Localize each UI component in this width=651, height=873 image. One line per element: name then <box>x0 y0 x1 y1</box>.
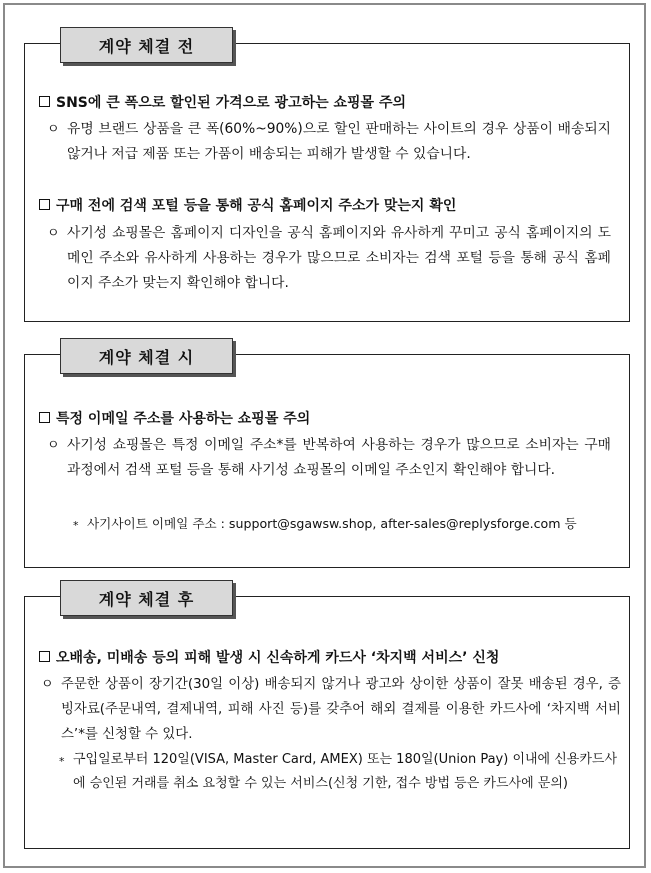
section-title-tab <box>60 580 233 616</box>
note-text: 구입일로부터 120일(VISA, Master Card, AMEX) 또는 180일(Union Pay) 이내에 신용카드사에 승인된 거래를 취소 요청할 수 있는 서비스(신청 기한, 접수 방법 등은 카드사에 문의) <box>73 752 618 791</box>
heading-text: SNS에 큰 폭으로 할인된 가격으로 광고하는 쇼핑몰 주의 <box>56 95 407 111</box>
section-title: 계약 체결 시 <box>98 347 195 367</box>
asterisk-icon: * <box>59 755 65 768</box>
section-after-contract <box>24 589 630 849</box>
heading-official-homepage <box>39 195 619 215</box>
item-text: 유명 브랜드 상품을 큰 폭(60%~90%)으로 할인 판매하는 사이트의 경우 상품이 배송되지 않거나 저급 제품 또는 가품이 배송되는 피해가 발생할 수 있습니다. <box>67 121 611 162</box>
item-brand-discount <box>47 117 611 167</box>
section-title: 계약 체결 전 <box>98 36 195 56</box>
asterisk-icon: * <box>73 519 79 532</box>
item-text: 주문한 상품이 장기간(30일 이상) 배송되지 않거나 광고와 상이한 상품이 잘못 배송된 경우, 증빙자료(주문내역, 결제내역, 피해 사진 등)를 갖추어 해외 결제를 이용한 카드사에 ‘차지백 서비스’*를 신청할 수 있다. <box>61 677 621 742</box>
checkbox-square-icon <box>39 651 50 662</box>
heading-sns-discount <box>39 92 619 112</box>
item-text: 사기성 쇼핑몰은 홈페이지 디자인을 공식 홈페이지와 유사하게 꾸미고 공식 홈페이지의 도메인 주소와 유사하게 사용하는 경우가 많으므로 소비자는 검색 포털 등을 통해 공식 홈페이지 주소가 맞는지 확인해야 합니다. <box>67 225 611 291</box>
item-email-reuse <box>47 433 611 483</box>
section-during-contract <box>24 347 630 568</box>
heading-text: 오배송, 미배송 등의 피해 발생 시 신속하게 카드사 ‘차지백 서비스’ 신청 <box>56 650 500 666</box>
note-chargeback-service <box>59 748 621 796</box>
checkbox-square-icon <box>39 96 50 107</box>
bullet-circle-icon: ㅇ <box>41 677 54 692</box>
section-title: 계약 체결 후 <box>98 589 195 609</box>
item-chargeback-request <box>41 672 621 747</box>
section-title-tab <box>60 27 233 63</box>
section-before-contract <box>24 36 630 322</box>
heading-chargeback <box>39 647 619 667</box>
checkbox-square-icon <box>39 199 50 210</box>
heading-email-caution <box>39 408 619 428</box>
item-text: 사기성 쇼핑몰은 특정 이메일 주소*를 반복하여 사용하는 경우가 많으므로 소비자는 구매 과정에서 검색 포털 등을 통해 사기성 쇼핑몰의 이메일 주소인지 확인해야 합니다. <box>67 437 611 478</box>
item-fake-mall-design <box>47 221 611 296</box>
bullet-circle-icon: ㅇ <box>47 438 60 453</box>
heading-text: 구매 전에 검색 포털 등을 통해 공식 홈페이지 주소가 맞는지 확인 <box>56 198 457 214</box>
note-fraud-emails <box>73 512 615 536</box>
bullet-circle-icon: ㅇ <box>47 122 60 137</box>
bullet-circle-icon: ㅇ <box>47 226 60 241</box>
heading-text: 특정 이메일 주소를 사용하는 쇼핑몰 주의 <box>56 411 311 427</box>
note-emails: support@sgawsw.shop, after-sales@replysforge.com 등 <box>228 516 577 531</box>
checkbox-square-icon <box>39 412 50 423</box>
section-title-tab <box>60 338 233 374</box>
note-label: 사기사이트 이메일 주소 : <box>87 516 229 531</box>
